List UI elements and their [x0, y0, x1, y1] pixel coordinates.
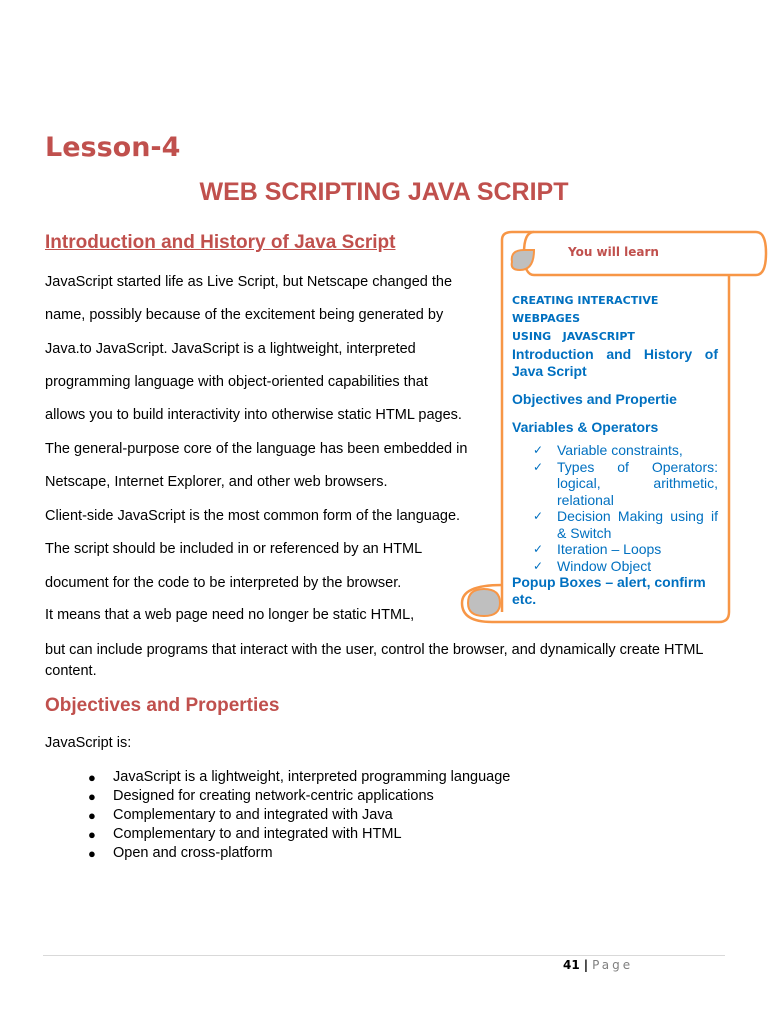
- checklist-item: [512, 541, 718, 558]
- list-item-text: Designed for creating network-centric applications: [113, 788, 434, 804]
- checkmark-icon: ✓: [533, 459, 544, 474]
- checkmark-icon: ✓: [533, 558, 544, 573]
- scroll-checklist: [512, 442, 718, 574]
- footer-divider: [43, 955, 725, 956]
- intro-line: document for the code to be interpreted by the browser.: [45, 575, 402, 591]
- checklist-item-text: Variable constraints,: [557, 442, 683, 458]
- checklist-item-text: Decision Making using if & Switch: [557, 508, 718, 541]
- scroll-bottom-curl-icon: [468, 589, 500, 616]
- lesson-number: Lesson-4: [45, 132, 181, 163]
- section-heading-introduction: Introduction and History of Java Script: [45, 232, 396, 253]
- checkmark-icon: ✓: [533, 443, 544, 457]
- checkmark-icon: ✓: [533, 509, 544, 523]
- intro-line: JavaScript started life as Live Script, but Netscape changed the: [45, 274, 453, 290]
- bullet-icon: ●: [88, 808, 96, 823]
- scroll-item-variables: Variables & Operators: [512, 419, 659, 435]
- intro-line: programming language with object-oriented capabilities that: [45, 374, 428, 390]
- bullet-icon: ●: [88, 827, 96, 842]
- intro-line: Netscape, Internet Explorer, and other web browsers.: [45, 474, 388, 490]
- checklist-item-text: Window Object: [557, 557, 652, 574]
- bullet-icon: ●: [88, 846, 96, 861]
- you-will-learn-label: You will learn: [568, 245, 659, 259]
- checklist-item: [512, 442, 718, 459]
- intro-line: allows you to build interactivity into otherwise static HTML pages.: [45, 407, 462, 423]
- intro-line: Java.to JavaScript. JavaScript is a lightweight, interpreted: [45, 341, 416, 357]
- bullet-icon: ●: [88, 789, 96, 804]
- checklist-item: [512, 558, 718, 575]
- list-item-text: Complementary to and integrated with HTML: [113, 826, 402, 842]
- scroll-item-objectives: Objectives and Propertie: [512, 391, 677, 407]
- scroll-caps-line: CREATING INTERACTIVE WEBPAGES: [512, 294, 659, 325]
- intro-line: Client-side JavaScript is the most common form of the language.: [45, 508, 461, 524]
- list-item-text: Open and cross-platform: [113, 845, 273, 861]
- page-word: Page: [592, 958, 634, 972]
- page-title: WEB SCRIPTING JAVA SCRIPT: [199, 178, 569, 206]
- checklist-item-text: Iteration – Loops: [557, 541, 662, 557]
- list-item-text: JavaScript is a lightweight, interpreted programming language: [113, 769, 511, 785]
- intro-line: name, possibly because of the excitement being generated by: [45, 307, 444, 323]
- bullet-icon: ●: [88, 770, 96, 785]
- footer-separator: |: [583, 958, 589, 972]
- checkmark-icon: ✓: [533, 542, 544, 556]
- page-number: 41: [563, 958, 580, 972]
- scroll-item-popup: Popup Boxes – alert, confirm etc.: [512, 574, 706, 607]
- scroll-item-introduction: Introduction and History of Java Script: [512, 346, 718, 379]
- scroll-caps-line: USING JAVASCRIPT: [512, 330, 635, 343]
- page-footer: [563, 958, 633, 972]
- section-heading-objectives: Objectives and Properties: [45, 695, 280, 716]
- intro-continuation: but can include programs that interact with the user, control the browser, and dynamically create HTML content.: [45, 642, 703, 679]
- intro-line: The script should be included in or referenced by an HTML: [45, 541, 423, 557]
- checklist-item: [512, 459, 718, 509]
- intro-line: The general-purpose core of the language has been embedded in: [45, 441, 468, 457]
- list-item-text: Complementary to and integrated with Java: [113, 807, 393, 823]
- checklist-item: [512, 508, 718, 541]
- intro-line: It means that a web page need no longer be static HTML,: [45, 607, 415, 623]
- javascript-is-label: JavaScript is:: [45, 735, 132, 751]
- scroll-content: [512, 292, 718, 607]
- checklist-item-text: Types of Operators: logical, arithmetic, relational: [557, 458, 718, 508]
